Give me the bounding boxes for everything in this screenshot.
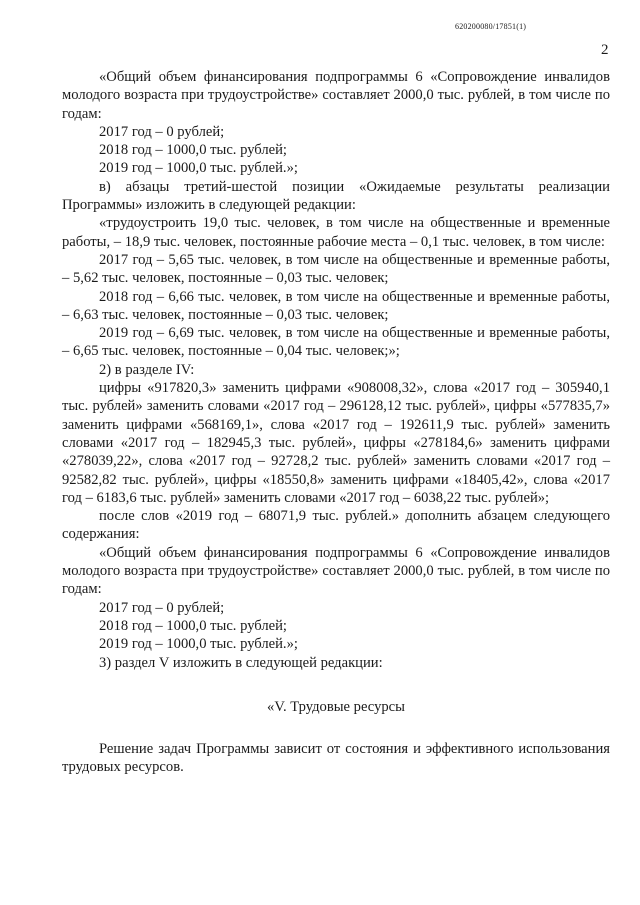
paragraph: 2018 год – 6,66 тыс. человек, в том числе на общественные и временные работы, – 6,63 тыс. человек, постоянные – 0,03 тыс. человек; — [62, 288, 610, 323]
paragraph: цифры «917820,3» заменить цифрами «908008,32», слова «2017 год – 305940,1 тыс. рублей» заменить словами «2017 год – 296128,12 тыс. рублей», цифры «577835,7» заменить цифрами «568169,1», слова «2017 год – 192611,9 тыс. рублей» заменить словами «2017 год – 182945,3 тыс. рублей», цифры «278184,6» заменить цифрами «278039,22», слова «2017 год – 92728,2 тыс. рублей» заменить словами «2017 год – 92582,82 тыс. рублей», цифры «18550,8» заменить цифрами «18405,42», слова «2017 год – 6183,6 тыс. рублей» заменить словами «2017 год – 6038,22 тыс. рублей»; — [62, 380, 610, 506]
paragraph: 2018 год – 1000,0 тыс. рублей; — [99, 617, 287, 634]
page-number: 2 — [601, 42, 609, 58]
paragraph: в) абзацы третий-шестой позиции «Ожидаемые результаты реализации Программы» изложить в следующей редакции: — [62, 178, 610, 214]
paragraph: 2019 год – 1000,0 тыс. рублей.»; — [99, 636, 298, 653]
paragraph: 2017 год – 0 рублей; — [99, 599, 225, 616]
paragraph: 3) раздел V изложить в следующей редакции: — [99, 654, 383, 671]
paragraph: 2019 год – 1000,0 тыс. рублей.»; — [99, 160, 298, 177]
paragraph: «Общий объем финансирования подпрограммы 6 «Сопровождение инвалидов молодого возраста при трудоустройстве» составляет 2000,0 тыс. рублей, в том числе по годам: — [62, 544, 610, 598]
closing-paragraph: Решение задач Программы зависит от состояния и эффективного использования трудовых ресурсов. — [62, 741, 610, 776]
document-code: 620200080/17851(1) — [455, 22, 527, 31]
paragraph: 2017 год – 0 рублей; — [99, 123, 225, 140]
paragraph: после слов «2019 год – 68071,9 тыс. рублей.» дополнить абзацем следующего содержания: — [62, 508, 610, 543]
paragraph: «Общий объем финансирования подпрограммы 6 «Сопровождение инвалидов молодого возраста при трудоустройстве» составляет 2000,0 тыс. рублей, в том числе по годам: — [62, 69, 610, 122]
paragraph: 2018 год – 1000,0 тыс. рублей; — [99, 142, 287, 159]
document-body — [62, 68, 610, 777]
paragraph: 2019 год – 6,69 тыс. человек, в том числе на общественные и временные работы, – 6,65 тыс. человек, постоянные – 0,04 тыс. человек;»; — [62, 325, 610, 360]
paragraph: «трудоустроить 19,0 тыс. человек, в том числе на общественные и временные работы, – 18,9 тыс. человек, постоянные рабочие места – 0,1 тыс. человек, в том числе: — [62, 215, 610, 250]
paragraph: 2) в разделе IV: — [99, 361, 195, 378]
paragraph: 2017 год – 5,65 тыс. человек, в том числе на общественные и временные работы, – 5,62 тыс. человек, постоянные – 0,03 тыс. человек; — [62, 251, 610, 287]
section-heading: «V. Трудовые ресурсы — [267, 698, 405, 715]
